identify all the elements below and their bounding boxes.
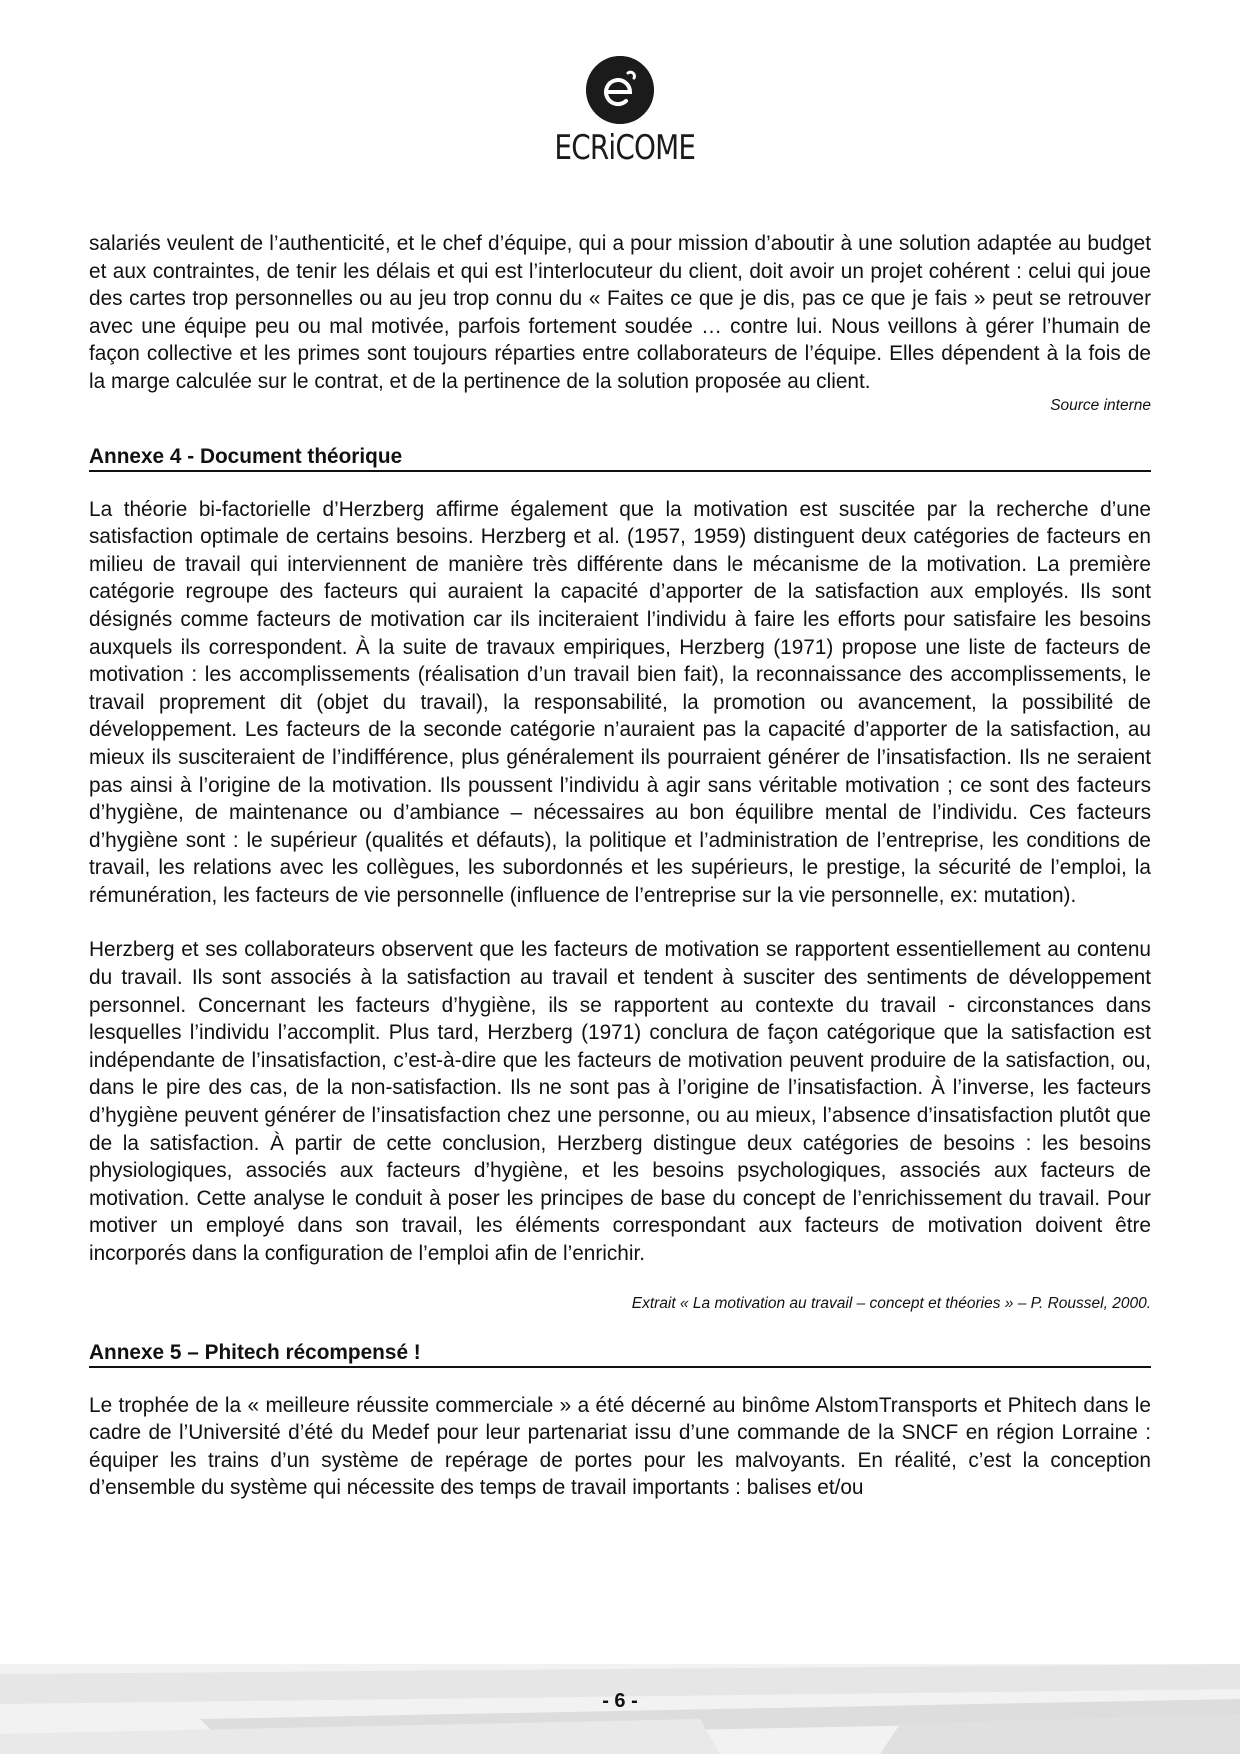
annexe-4-title: Annexe 4 - Document théorique: [89, 444, 1151, 472]
ecricome-logo: [540, 56, 700, 168]
logo-wordmark: ECRiCOME: [554, 128, 696, 168]
ecricome-e-icon: [586, 56, 654, 124]
annexe-5-title: Annexe 5 – Phitech récompensé !: [89, 1340, 1151, 1368]
annexe-5-paragraph: Le trophée de la « meilleure réussite commerciale » a été décerné au binôme AlstomTransports et Phitech dans le cadre de l’Université d’été du Medef pour leur partenariat issu d’une commande de la SNCF en région Lorraine : équiper les trains d’un système de repérage de portes pour les malvoyants. En réalité, c’est la conception d’ensemble du système qui nécessite des temps de travail importants : balises et/ou: [89, 1393, 1151, 1500]
intro-source: Source interne: [1050, 396, 1151, 414]
page-number: - 6 -: [602, 1690, 638, 1712]
annexe-4-source: Extrait « La motivation au travail – concept et théories » – P. Roussel, 2000.: [631, 1294, 1151, 1312]
annexe-4-paragraph-2: Herzberg et ses collaborateurs observent que les facteurs de motivation se rapportent essentiellement au contenu du travail. Ils sont associés à la satisfaction au travail et tendent à susciter des sentiments de développement personnel. Concernant les facteurs d’hygiène, ils se rapportent au contexte du travail - circonstances dans lesquelles l’individu l’accomplit. Plus tard, Herzberg (1971) conclura de façon catégorique que la satisfaction est indépendante de l’insatisfaction, c’est-à-dire que les facteurs de motivation peuvent produire de la satisfaction, ou, dans le pire des cas, de la non-satisfaction. Ils ne sont pas à l’origine de l’insatisfaction. À l’inverse, les facteurs d’hygiène peuvent générer de l’insatisfaction chez une personne, ou au mieux, l’absence d’insatisfaction plutôt que de la satisfaction. À partir de cette conclusion, Herzberg distingue deux catégories de besoins : les besoins physiologiques, associés aux facteurs d’hygiène, et les besoins psychologiques, associés aux facteurs de motivation. Cette analyse le conduit à poser les principes de base du concept de l’enrichissement du travail. Pour motiver un employé dans son travail, les éléments correspondant aux facteurs de motivation doivent être incorporés dans la configuration de l’emploi afin de l’enrichir.: [89, 938, 1151, 1265]
intro-paragraph: salariés veulent de l’authenticité, et le chef d’équipe, qui a pour mission d’aboutir à une solution adaptée au budget et aux contraintes, de tenir les délais et qui est l’interlocuteur du client, doit avoir un projet cohérent : celui qui joue des cartes trop personnelles ou au jeu trop connu du « Faites ce que je dis, pas ce que je fais » peut se retrouver avec une équipe peu ou mal motivée, parfois fortement soudée … contre lui. Nous veillons à gérer l’humain de façon collective et les primes sont toujours réparties entre collaborateurs de l’équipe. Elles dépendent à la fois de la marge calculée sur le contrat, et de la pertinence de la solution proposée au client.: [89, 232, 1151, 393]
page-content: [89, 230, 1151, 1502]
annexe-4-paragraph-1: La théorie bi-factorielle d’Herzberg affirme également que la motivation est suscitée par la recherche d’une satisfaction optimale de certains besoins. Herzberg et al. (1957, 1959) distinguent deux catégories de facteurs en milieu de travail qui interviennent de manière très différente dans le mécanisme de la motivation. La première catégorie regroupe des facteurs qui auraient la capacité d’apporter de la satisfaction aux employés. Ils sont désignés comme facteurs de motivation car ils inciteraient l’individu à faire les efforts pour satisfaire les besoins auxquels ils correspondent. À la suite de travaux empiriques, Herzberg (1971) propose une liste de facteurs de motivation : les accomplissements (réalisation d’un travail bien fait), la reconnaissance des accomplissements, le travail proprement dit (objet du travail), la responsabilité, la promotion ou avancement, la possibilité de développement. Les facteurs de la seconde catégorie n’auraient pas la capacité d’apporter de la satisfaction, au mieux ils susciteraient de l’indifférence, plus généralement ils pourraient générer de l’insatisfaction. Ils ne seraient pas ainsi à l’origine de la motivation. Ils poussent l’individu à agir sans véritable motivation ; ce sont des facteurs d’hygiène, de maintenance ou d’ambiance – nécessaires au bon équilibre mental de l’individu. Ces facteurs d’hygiène sont : le supérieur (qualités et défauts), la politique et l’administration de l’entreprise, les conditions de travail, les relations avec les collègues, les subordonnés et les supérieurs, le prestige, la sécurité de l’emploi, la rémunération, les facteurs de vie personnelle (influence de l’entreprise sur la vie personnelle, ex: mutation).: [89, 497, 1151, 907]
